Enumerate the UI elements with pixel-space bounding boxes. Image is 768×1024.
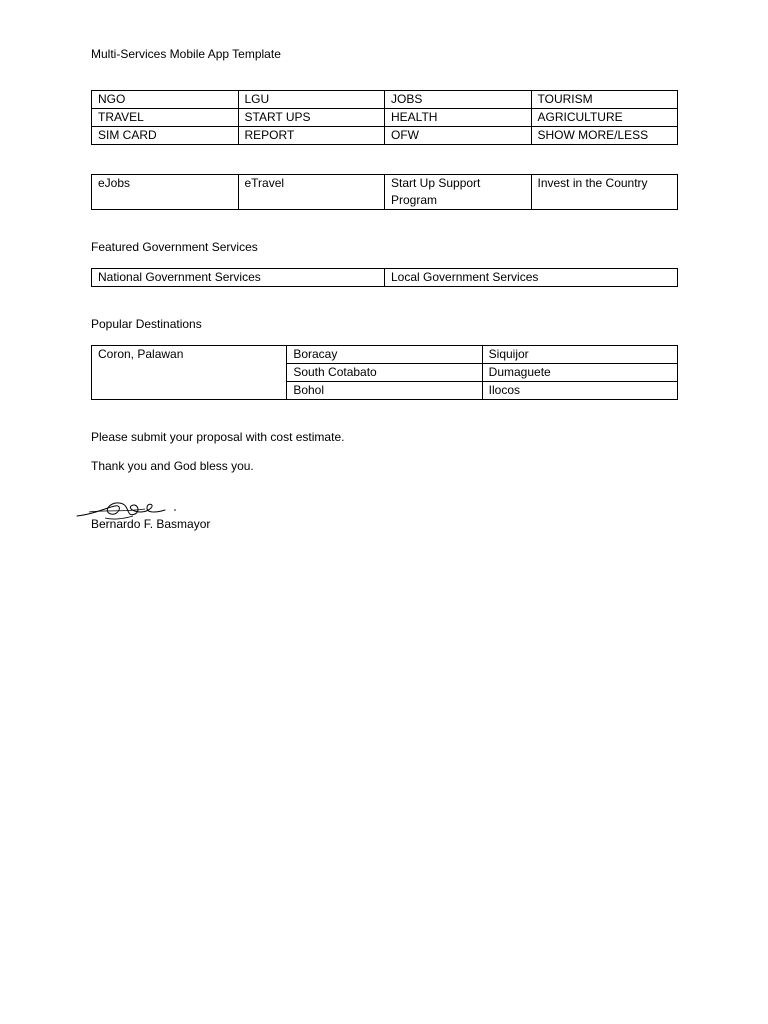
table-row bbox=[92, 346, 678, 364]
table-cell: START UPS bbox=[238, 109, 385, 127]
document-title: Multi-Services Mobile App Template bbox=[91, 47, 281, 61]
table-cell: Siquijor bbox=[482, 346, 677, 364]
table-row bbox=[92, 127, 678, 145]
table-cell: eJobs bbox=[92, 175, 239, 210]
thanks-note: Thank you and God bless you. bbox=[91, 459, 254, 473]
table-cell: SHOW MORE/LESS bbox=[531, 127, 678, 145]
government-services-table bbox=[91, 268, 678, 287]
table-cell: REPORT bbox=[238, 127, 385, 145]
categories-table bbox=[91, 90, 678, 145]
table-cell: Local Government Services bbox=[385, 269, 678, 287]
signatory-name: Bernardo F. Basmayor bbox=[91, 517, 211, 531]
table-cell: HEALTH bbox=[385, 109, 532, 127]
table-cell: TOURISM bbox=[531, 91, 678, 109]
submit-note: Please submit your proposal with cost estimate. bbox=[91, 430, 345, 444]
table-cell: OFW bbox=[385, 127, 532, 145]
featured-services-heading: Featured Government Services bbox=[91, 240, 258, 254]
table-cell: NGO bbox=[92, 91, 239, 109]
table-cell: Start Up Support Program bbox=[385, 175, 532, 210]
table-cell: Dumaguete bbox=[482, 364, 677, 382]
table-cell: Ilocos bbox=[482, 382, 677, 400]
features-table bbox=[91, 174, 678, 210]
table-cell: Invest in the Country bbox=[531, 175, 678, 210]
table-cell: TRAVEL bbox=[92, 109, 239, 127]
table-cell: JOBS bbox=[385, 91, 532, 109]
table-row bbox=[92, 91, 678, 109]
table-row bbox=[92, 175, 678, 210]
table-cell: Bohol bbox=[287, 382, 482, 400]
table-cell: eTravel bbox=[238, 175, 385, 210]
table-cell: AGRICULTURE bbox=[531, 109, 678, 127]
destinations-table bbox=[91, 345, 678, 400]
table-row bbox=[92, 109, 678, 127]
table-row bbox=[92, 269, 678, 287]
table-cell: National Government Services bbox=[92, 269, 385, 287]
table-cell: LGU bbox=[238, 91, 385, 109]
popular-destinations-heading: Popular Destinations bbox=[91, 317, 202, 331]
table-cell: Boracay bbox=[287, 346, 482, 364]
table-cell: South Cotabato bbox=[287, 364, 482, 382]
table-cell: SIM CARD bbox=[92, 127, 239, 145]
table-cell-merged: Coron, Palawan bbox=[92, 346, 287, 400]
